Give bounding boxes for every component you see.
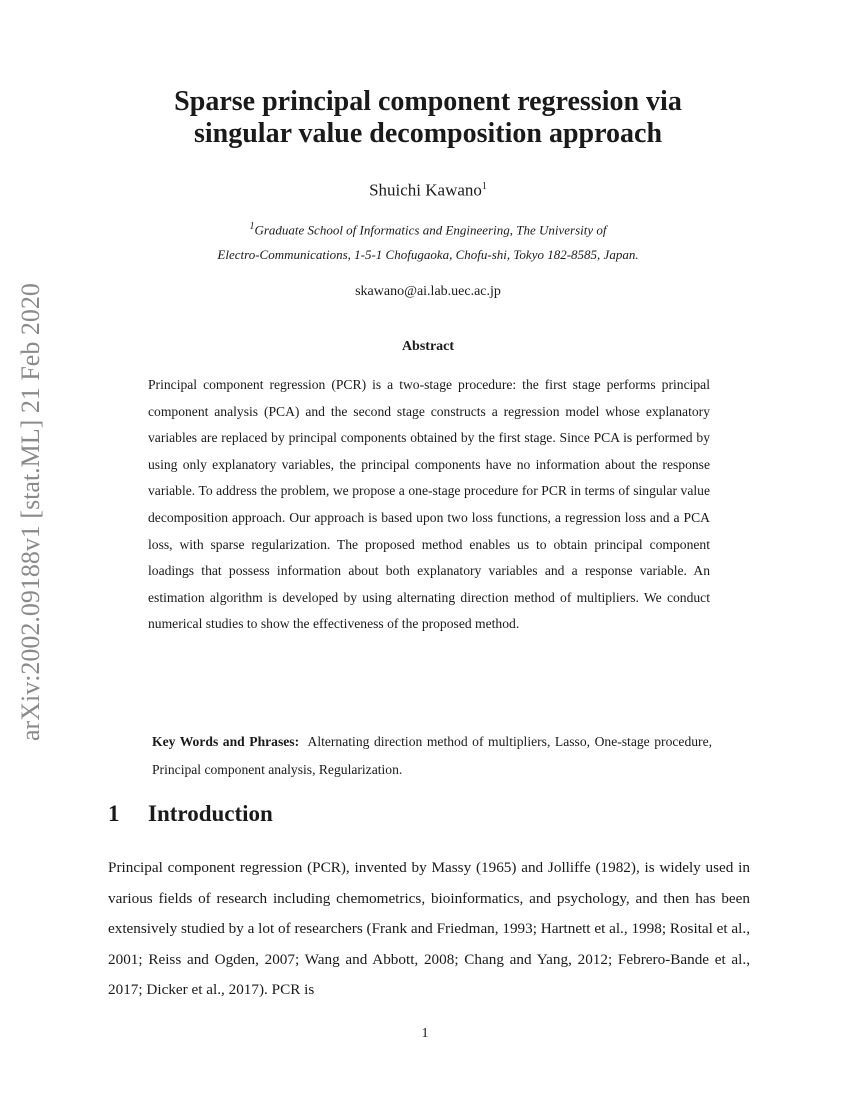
- author-name: Shuichi Kawano: [369, 180, 482, 200]
- paper-title: [100, 86, 756, 150]
- title-line-1: Sparse principal component regression via: [174, 86, 682, 117]
- affiliation-mark: 1: [249, 221, 255, 232]
- arxiv-margin-stamp: arXiv:2002.09188v1 [stat.ML] 21 Feb 2020: [16, 283, 45, 741]
- section-heading-introduction: [108, 799, 748, 829]
- keywords-text: Alternating direction method of multipliers, Lasso, One-stage procedure, Principal component analysis, Regularization.: [152, 734, 712, 777]
- affiliation-block: [100, 214, 756, 267]
- title-line-2: singular value decomposition approach: [193, 118, 663, 149]
- abstract-heading: Abstract: [401, 339, 455, 354]
- author-block: [100, 176, 756, 202]
- keywords-label: Key Words and Phrases:: [152, 734, 300, 749]
- affiliation-line-1: [100, 214, 756, 242]
- author-email: skawano@ai.lab.uec.ac.jp: [355, 284, 501, 299]
- section-title: Introduction: [148, 801, 273, 826]
- section-number: 1: [108, 801, 120, 826]
- page-number: 1: [421, 1026, 429, 1041]
- abstract-text: Principal component regression (PCR) is a two-stage procedure: the first stage performs principal component analysis (PCA) and the second stage constructs a regression model whose explanatory variables are replaced by principal components obtained by the first stage. Since PCA is performed by using only explanatory variables, the principal components have no information about the response variable. To address the problem, we propose a one-stage procedure for PCR in terms of singular value decomposition approach. Our approach is based upon two loss functions, a regression loss and a PCA loss, with sparse regularization. The proposed method enables us to obtain principal component loadings that possess information about both explanatory variables and a response variable. An estimation algorithm is developed by using alternating direction method of multipliers. We conduct numerical studies to show the effectiveness of the proposed method.: [148, 377, 710, 632]
- introduction-text: Principal component regression (PCR), invented by Massy (1965) and Jolliffe (1982), is widely used in various fields of research including chemometrics, bioinformatics, and psychology, and then has been extensively studied by a lot of researchers (Frank and Friedman, 1993; Hartnett et al., 1998; Rosital et al., 2001; Reiss and Ogden, 2007; Wang and Abbott, 2008; Chang and Yang, 2012; Febrero-Bande et al., 2017; Dicker et al., 2017). PCR is: [108, 859, 750, 999]
- keywords-block: [152, 728, 712, 784]
- affiliation-text-1: Graduate School of Informatics and Engineering, The University of: [254, 222, 607, 238]
- author-affiliation-mark: 1: [481, 181, 487, 192]
- affiliation-line-2: Electro-Communications, 1-5-1 Chofugaoka, Chofu-shi, Tokyo 182-8585, Japan.: [217, 247, 639, 263]
